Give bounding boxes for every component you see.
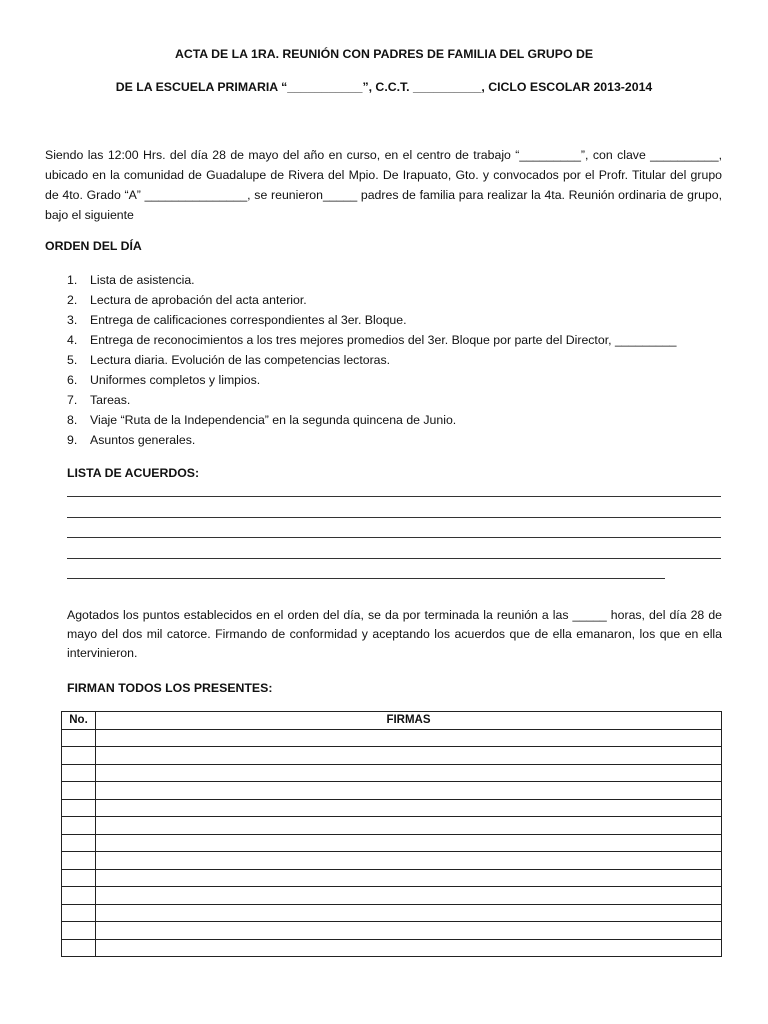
agenda-item-number: 5.	[67, 353, 78, 367]
number-cell[interactable]	[62, 817, 96, 835]
table-row	[62, 782, 722, 800]
table-row	[62, 869, 722, 887]
writing-line	[67, 558, 721, 559]
signatures-table	[61, 711, 722, 957]
number-cell[interactable]	[62, 764, 96, 782]
number-cell[interactable]	[62, 852, 96, 870]
agenda-item-number: 9.	[67, 433, 78, 447]
number-cell[interactable]	[62, 869, 96, 887]
agenda-item-text: Tareas.	[90, 393, 131, 407]
agenda-item-text: Lista de asistencia.	[90, 273, 195, 287]
agenda-item-text: Lectura de aprobación del acta anterior.	[90, 293, 307, 307]
number-cell[interactable]	[62, 747, 96, 765]
number-cell[interactable]	[62, 887, 96, 905]
agenda-item-text: Asuntos generales.	[90, 433, 196, 447]
signature-cell[interactable]	[96, 799, 722, 817]
table-row	[62, 887, 722, 905]
intro-paragraph: Siendo las 12:00 Hrs. del día 28 de mayo del año en curso, en el centro de trabajo “_________”, con clave __________, ubicado en la comunidad de Guadalupe de Rivera del Mpio. De Irapuato, Gto. y convocados por el Profr. Titular del grupo de 4to. Grado “A” _______________, se reunieron_____ padres de familia para realizar la 4ta. Reunión ordinaria de grupo, bajo el siguiente	[45, 148, 722, 222]
signature-cell[interactable]	[96, 904, 722, 922]
agenda-item-number: 8.	[67, 413, 78, 427]
signature-cell[interactable]	[96, 764, 722, 782]
number-cell[interactable]	[62, 834, 96, 852]
column-header-signatures: FIRMAS	[96, 712, 722, 730]
signature-cell[interactable]	[96, 834, 722, 852]
table-row	[62, 834, 722, 852]
table-row	[62, 922, 722, 940]
writing-line	[67, 537, 721, 538]
agenda-item	[67, 390, 677, 410]
writing-line	[67, 496, 721, 497]
agenda-item-text: Entrega de calificaciones correspondientes al 3er. Bloque.	[90, 313, 407, 327]
column-header-number: No.	[62, 712, 96, 730]
agreements-heading: LISTA DE ACUERDOS:	[67, 466, 200, 480]
agenda-item-number: 6.	[67, 373, 78, 387]
table-row	[62, 747, 722, 765]
table-row	[62, 904, 722, 922]
table-row	[62, 939, 722, 957]
agenda-item	[67, 350, 677, 370]
signature-cell[interactable]	[96, 817, 722, 835]
writing-line	[67, 517, 721, 518]
number-cell[interactable]	[62, 939, 96, 957]
signature-cell[interactable]	[96, 887, 722, 905]
agenda-item	[67, 410, 677, 430]
agenda-heading: ORDEN DEL DÍA	[45, 239, 142, 253]
agenda-item-text: Viaje “Ruta de la Independencia” en la segunda quincena de Junio.	[90, 413, 457, 427]
table-row	[62, 852, 722, 870]
signature-cell[interactable]	[96, 922, 722, 940]
table-header-row	[62, 712, 722, 730]
signatures-heading: FIRMAN TODOS LOS PRESENTES:	[67, 681, 273, 695]
agenda-item-number: 3.	[67, 313, 78, 327]
agenda-item	[67, 430, 677, 450]
agenda-item-text: Lectura diaria. Evolución de las competencias lectoras.	[90, 353, 391, 367]
agenda-item	[67, 370, 677, 390]
number-cell[interactable]	[62, 782, 96, 800]
number-cell[interactable]	[62, 729, 96, 747]
table-row	[62, 729, 722, 747]
agenda-item-text: Entrega de reconocimientos a los tres mejores promedios del 3er. Bloque por parte del Director, _________	[90, 333, 677, 347]
signature-cell[interactable]	[96, 852, 722, 870]
agenda-item	[67, 310, 677, 330]
agenda-item-number: 2.	[67, 293, 78, 307]
signature-cell[interactable]	[96, 782, 722, 800]
agenda-item-number: 1.	[67, 273, 78, 287]
signature-cell[interactable]	[96, 729, 722, 747]
agenda-item	[67, 290, 677, 310]
document-title-line-1: ACTA DE LA 1RA. REUNIÓN CON PADRES DE FAMILIA DEL GRUPO DE	[174, 47, 594, 61]
signature-cell[interactable]	[96, 747, 722, 765]
agenda-item	[67, 270, 677, 290]
writing-line	[67, 578, 665, 579]
closing-paragraph: Agotados los puntos establecidos en el orden del día, se da por terminada la reunión a las _____ horas, del día 28 de mayo del dos mil catorce. Firmando de conformidad y aceptando los acuerdos que de ella emanaron, los que en ella intervinieron.	[67, 608, 722, 660]
number-cell[interactable]	[62, 799, 96, 817]
table-row	[62, 764, 722, 782]
signature-cell[interactable]	[96, 869, 722, 887]
agenda-item	[67, 330, 677, 350]
agenda-item-text: Uniformes completos y limpios.	[90, 373, 261, 387]
agreements-writing-lines	[67, 496, 721, 599]
document-title-line-2: DE LA ESCUELA PRIMARIA “___________”, C.C.T. __________, CICLO ESCOLAR 2013-2014	[115, 80, 653, 94]
signature-cell[interactable]	[96, 939, 722, 957]
number-cell[interactable]	[62, 922, 96, 940]
table-row	[62, 817, 722, 835]
agenda-item-number: 7.	[67, 393, 78, 407]
agenda-item-number: 4.	[67, 333, 78, 347]
agenda-list	[67, 270, 677, 450]
table-row	[62, 799, 722, 817]
number-cell[interactable]	[62, 904, 96, 922]
